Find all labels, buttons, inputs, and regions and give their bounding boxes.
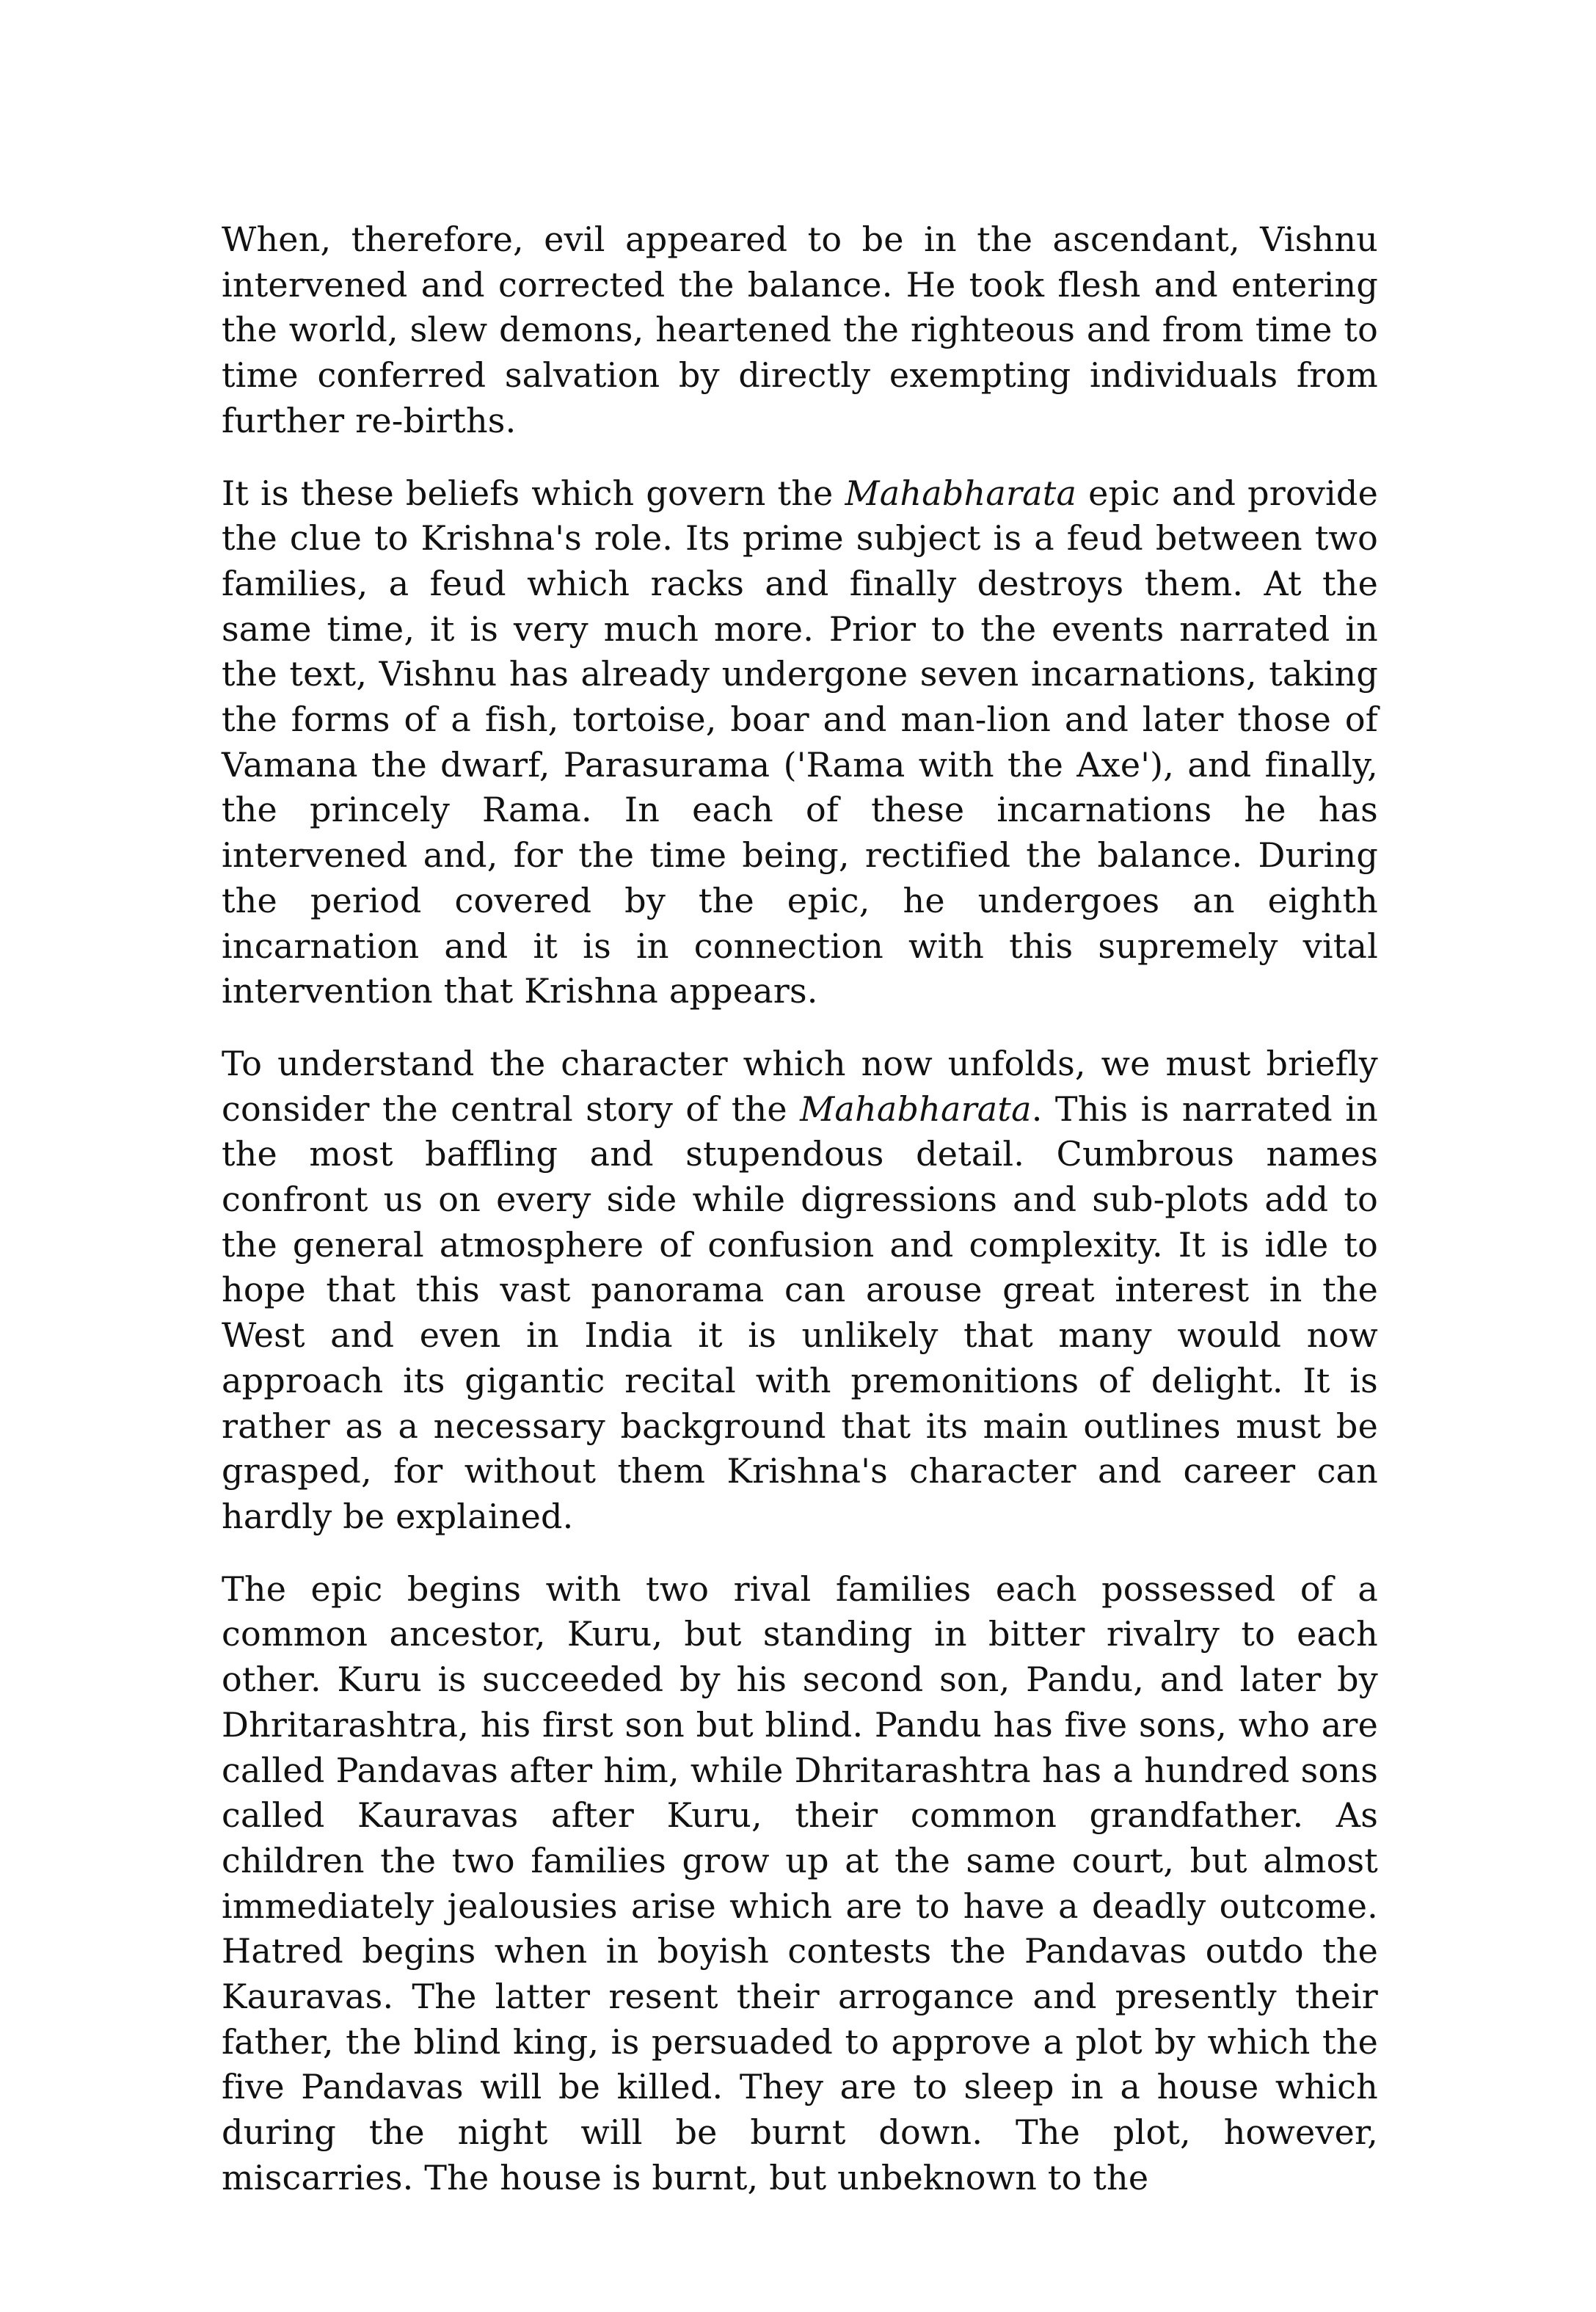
page-body bbox=[222, 217, 1378, 2228]
paragraph-4-text: The epic begins with two rival families each possessed of a common ancestor, Kuru, but standing in bitter rivalry to each other. Kuru is succeeded by his second son, Pandu, and later by Dhritarashtra, his first son but blind. Pandu has five sons, who are called Pandavas after him, while Dhritarashtra has a hundred sons called Kauravas after Kuru, their common grandfather. As children the two families grow up at the same court, but almost immediately jealousies arise which are to have a deadly outcome. Hatred begins when in boyish contests the Pandavas outdo the Kauravas. The latter resent their arrogance and presently their father, the blind king, is persuaded to approve a plot by which the five Pandavas will be killed. They are to sleep in a house which during the night will be burnt down. The plot, however, miscarries. The house is burnt, but unbeknown to the bbox=[222, 1568, 1378, 2198]
paragraph-2-text-a: It is these beliefs which govern the bbox=[222, 473, 845, 513]
paragraph-3-text-a: To understand the character which now unfolds, we must briefly consider the central story of the bbox=[222, 1043, 1378, 1129]
paragraph-2-text-b: epic and provide the clue to Krishna's role. Its prime subject is a feud between two families, a feud which racks and finally destroys them. At the same time, it is very much more. Prior to the events narrated in the text, Vishnu has already undergone seven incarnations, taking the forms of a fish, tortoise, boar and man-lion and later those of Vamana the dwarf, Parasurama ('Rama with the Axe'), and finally, the princely Rama. In each of these incarnations he has intervened and, for the time being, rectified the balance. During the period covered by the epic, he undergoes an eighth incarnation and it is in connection with this supremely vital intervention that Krishna appears. bbox=[222, 473, 1379, 1011]
paragraph-2 bbox=[222, 471, 1378, 1014]
paragraph-1 bbox=[222, 217, 1378, 444]
book-title-italic: Mahabharata bbox=[800, 1088, 1032, 1129]
paragraph-3 bbox=[222, 1042, 1378, 1540]
book-title-italic: Mahabharata bbox=[845, 473, 1077, 513]
paragraph-3-text-b: . This is narrated in the most baffling and stupendous detail. Cumbrous names confront us on every side while digressions and sub-plots add to the general atmosphere of confusion and complexity. It is idle to hope that this vast panorama can arouse great interest in the West and even in India it is unlikely that many would now approach its gigantic recital with premonitions of delight. It is rather as a necessary background that its main outlines must be grasped, for without them Krishna's character and career can hardly be explained. bbox=[222, 1088, 1379, 1536]
paragraph-4 bbox=[222, 1567, 1378, 2201]
paragraph-1-text: When, therefore, evil appeared to be in the ascendant, Vishnu intervened and corrected the balance. He took flesh and entering the world, slew demons, heartened the righteous and from time to time conferred salvation by directly exempting individuals from further re-births. bbox=[222, 219, 1378, 440]
